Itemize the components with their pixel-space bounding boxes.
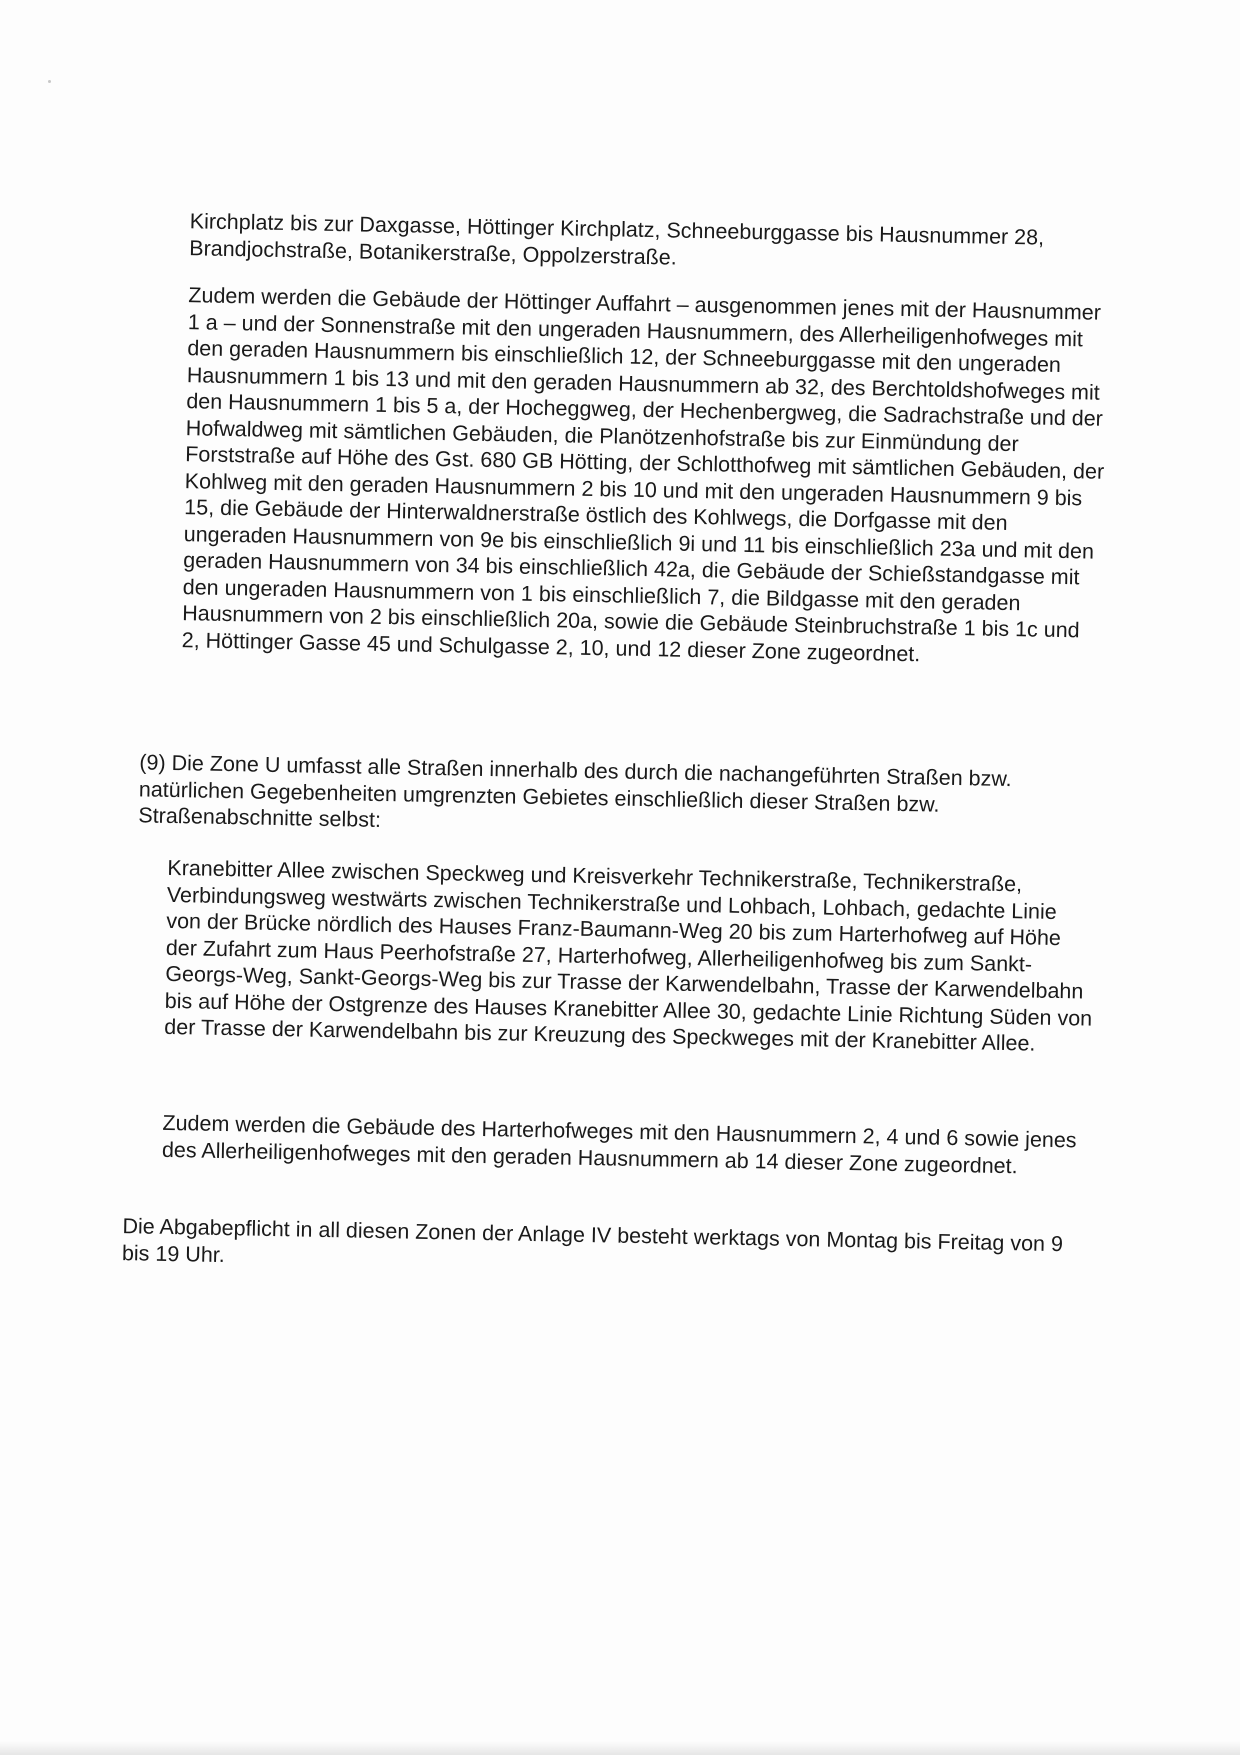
paragraph-street-list-continuation: Kirchplatz bis zur Daxgasse, Höttinger Kirchplatz, Schneeburggasse bis Hausnummer 28, Brandjochstraße, Botanikerstraße, Oppolzerstraße. xyxy=(189,209,1045,270)
scan-speck xyxy=(48,80,51,83)
page-text-body xyxy=(4,0,1240,1267)
paragraph-zone-u-boundary: Kranebitter Allee zwischen Speckweg und Kreisverkehr Technikerstraße, Technikerstraße, Verbindungsweg westwärts zwischen Technikerstraße und Lohbach, Lohbach, gedachte Linie von der Brücke nördlich des Hauses Franz-Baumann-Weg 20 bis zum Harterhofweg auf Höhe der Zufahrt zum Haus Peerhofstraße 27, Harterhofweg, Allerheiligenhofweg bis zum Sankt-Georgs-Weg, Sankt-Georgs-Weg bis zur Trasse der Karwendelbahn, Trasse der Karwendelbahn bis auf Höhe der Ostgrenze des Hauses Kranebitter Allee 30, gedachte Linie Richtung Süden von der Trasse der Karwendelbahn bis zur Kreuzung des Speckweges mit der Kranebitter Allee. xyxy=(164,855,1093,1056)
scan-bottom-edge xyxy=(0,1741,1240,1755)
paragraph-fee-hours: Die Abgabepflicht in all diesen Zonen der Anlage IV besteht werktags von Montag bis Freitag von 9 bis 19 Uhr. xyxy=(121,1214,1064,1267)
paragraph-zone-u-additional-buildings: Zudem werden die Gebäude des Harterhofweges mit den Hausnummern 2, 4 und 6 sowie jenes des Allerheiligenhofweges mit den geraden Hausnummern ab 14 dieser Zone zugeordnet. xyxy=(161,1110,1077,1178)
paragraph-additional-buildings: Zudem werden die Gebäude der Höttinger Auffahrt – ausgenommen jenes mit der Hausnummer 1 a – und der Sonnenstraße mit den ungeraden Hausnummern, des Allerheiligenhofweges mit den geraden Hausnummern bis einschließlich 12, der Schneeburggasse mit den ungeraden Hausnummern 1 bis 13 und mit den geraden Hausnummern ab 32, des Berchtoldshofweges mit den Hausnummern 1 bis 5 a, der Hocheggweg, der Hechenbergweg, die Sadrachstraße und der Hofwaldweg mit sämtlichen Gebäuden, die Planötzenhofstraße bis zur Einmündung der Forststraße auf Höhe des Gst. 680 GB Hötting, der Schlotthofweg mit sämtlichen Gebäuden, der Kohlweg mit den geraden Hausnummern 2 bis 10 und mit den ungeraden Hausnummern 9 bis 15, die Gebäude der Hinterwaldnerstraße östlich des Kohlwegs, die Dorfgasse mit den ungeraden Hausnummern von 9e bis einschließlich 9i und 11 bis einschließlich 23a und mit den geraden Hausnummern von 34 bis einschließlich 42a, die Gebäude der Schießstandgasse mit den ungeraden Hausnummern von 1 bis einschließlich 7, die Bildgasse mit den geraden Hausnummern von 2 bis einschließlich 20a, sowie die Gebäude Steinbruchstraße 1 bis 1c und 2, Höttinger Gasse 45 und Schulgasse 2, 10, und 12 dieser Zone zugeordnet. xyxy=(181,283,1105,666)
paragraph-zone-u-definition: (9) Die Zone U umfasst alle Straßen innerhalb des durch die nachangeführten Straßen bzw. natürlichen Gegebenheiten umgrenzten Gebietes einschließlich dieser Straßen bzw. Straßenabschnitte selbst: xyxy=(138,750,1012,832)
